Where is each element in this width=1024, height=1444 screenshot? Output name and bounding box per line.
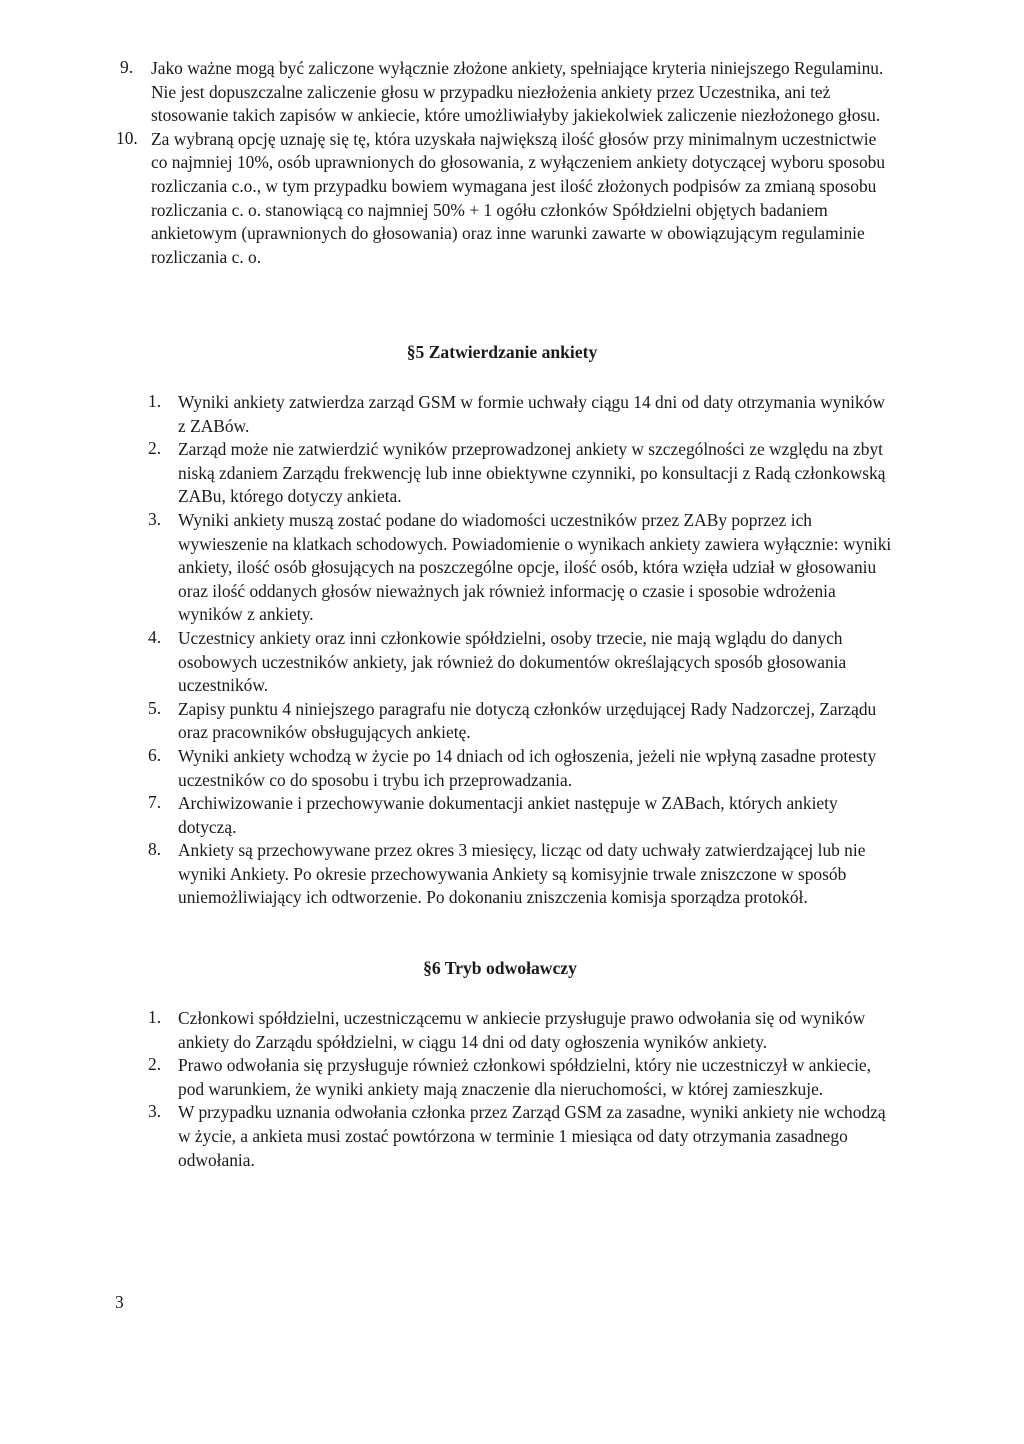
list-item [0,839,1024,910]
item-text: Jako ważne mogą być zaliczone wyłącznie złożone ankiety, spełniające kryteria niniejszego Regulaminu. Nie jest dopuszczalne zaliczenie głosu w przypadku niezłożenia ankiety przez Uczestnika, ani też stosowanie takich zapisów w ankiecie, które umożliwiałyby jakiekolwiek zaliczenie niezłożonego głosu. [151,58,884,126]
item-text: W przypadku uznania odwołania członka przez Zarząd GSM za zasadne, wyniki ankiety nie wchodzą w życie, a ankieta musi zostać powtórzona w terminie 1 miesiąca od daty otrzymania zasadnego odwołania. [178,1102,886,1170]
list-item [0,128,1024,270]
item-number: 3. [148,508,162,529]
item-number: 2. [148,438,162,459]
list-item [0,745,1024,792]
item-number: 6. [148,744,162,765]
list-item [0,1007,1024,1054]
item-number: 4. [148,626,162,647]
section-heading-5: §5 Zatwierdzanie ankiety [406,342,598,362]
numbered-list-section-5 [0,391,1024,910]
page-number: 3 [115,1292,124,1312]
item-text: Ankiety są przechowywane przez okres 3 miesięcy, licząc od daty uchwały zatwierdzającej lub nie wyniki Ankiety. Po okresie przechowywania Ankiety są komisyjnie trwale zniszczone w sposób uniemożliwiający ich odtworzenie. Po dokonaniu zniszczenia komisja sporządza protokół. [178,840,866,908]
item-number: 10. [116,127,138,148]
item-number: 5. [148,697,162,718]
item-text: Zapisy punktu 4 niniejszego paragrafu nie dotyczą członków urzędującej Rady Nadzorczej, Zarządu oraz pracowników obsługujących ankietę. [178,698,877,743]
list-item [0,1054,1024,1101]
item-text: Wyniki ankiety wchodzą w życie po 14 dniach od ich ogłoszenia, jeżeli nie wpłyną zasadne protesty uczestników co do sposobu i trybu ich przeprowadzania. [178,745,877,790]
list-item [0,1101,1024,1172]
item-text: Członkowi spółdzielni, uczestniczącemu w ankiecie przysługuje prawo odwołania się od wyników ankiety do Zarządu spółdzielni, w ciągu 14 dni od daty ogłoszenia wyników ankiety. [178,1008,866,1052]
list-item [0,698,1024,745]
item-number: 1. [148,391,162,411]
item-text: Zarząd może nie zatwierdzić wyników przeprowadzonej ankiety w szczególności ze względu na zbyt niską zdaniem Zarządu frekwencję lub inne obiektywne czynniki, po konsultacji z Radą członkowską ZABu, którego dotyczy ankieta. [178,439,886,507]
item-number: 7. [148,792,162,813]
section-heading-6: §6 Tryb odwoławczy [423,958,577,978]
list-item [0,57,1024,128]
item-number: 3. [148,1101,162,1122]
list-item [0,792,1024,839]
item-text: Archiwizowanie i przechowywanie dokumentacji ankiet następuje w ZABach, których ankiety dotyczą. [178,793,838,837]
item-number: 2. [148,1054,162,1075]
item-number: 1. [148,1007,162,1027]
item-text: Wyniki ankiety muszą zostać podane do wiadomości uczestników przez ZABy poprzez ich wywieszenie na klatkach schodowych. Powiadomienie o wynikach ankiety zawiera wyłącznie: wyniki ankiety, ilość osób głosujących na poszczególne opcje, ilość osób, która wzięła udział w głosowaniu oraz ilość oddanych głosów nieważnych jak również informację o czasie i sposobie wdrożenia wyników z ankiety. [178,509,892,625]
list-item [0,391,1024,438]
list-item [0,438,1024,509]
item-text: Uczestnicy ankiety oraz inni członkowie spółdzielni, osoby trzecie, nie mają wglądu do danych osobowych uczestników ankiety, jak również do dokumentów określających sposób głosowania uczestników. [178,627,847,696]
numbered-list-top [0,57,1024,269]
item-text: Za wybraną opcję uznaję się tę, która uzyskała największą ilość głosów przy minimalnym uczestnictwie co najmniej 10%, osób uprawnionych do głosowania, z wyłączeniem ankiety dotyczącej wyboru sposobu rozliczania c.o., w tym przypadku bowiem wymagana jest ilość złożonych podpisów za zmianą sposobu rozliczania c. o. stanowiącą co najmniej 50% + 1 ogółu członków Spółdzielni objętych badaniem ankietowym (uprawnionych do głosowania) oraz inne warunki zawarte w obowiązującym regulaminie rozliczania c. o. [151,128,886,267]
list-item [0,627,1024,698]
item-text: Prawo odwołania się przysługuje również członkowi spółdzielni, który nie uczestniczył w ankiecie, pod warunkiem, że wyniki ankiety mają znaczenie dla nieruchomości, w której zamieszkuje. [178,1055,872,1099]
item-number: 8. [148,839,162,860]
item-number: 9. [120,57,134,77]
item-text: Wyniki ankiety zatwierdza zarząd GSM w formie uchwały ciągu 14 dni od daty otrzymania wyników z ZABów. [178,392,885,436]
numbered-list-section-6 [0,1007,1024,1172]
list-item [0,509,1024,627]
